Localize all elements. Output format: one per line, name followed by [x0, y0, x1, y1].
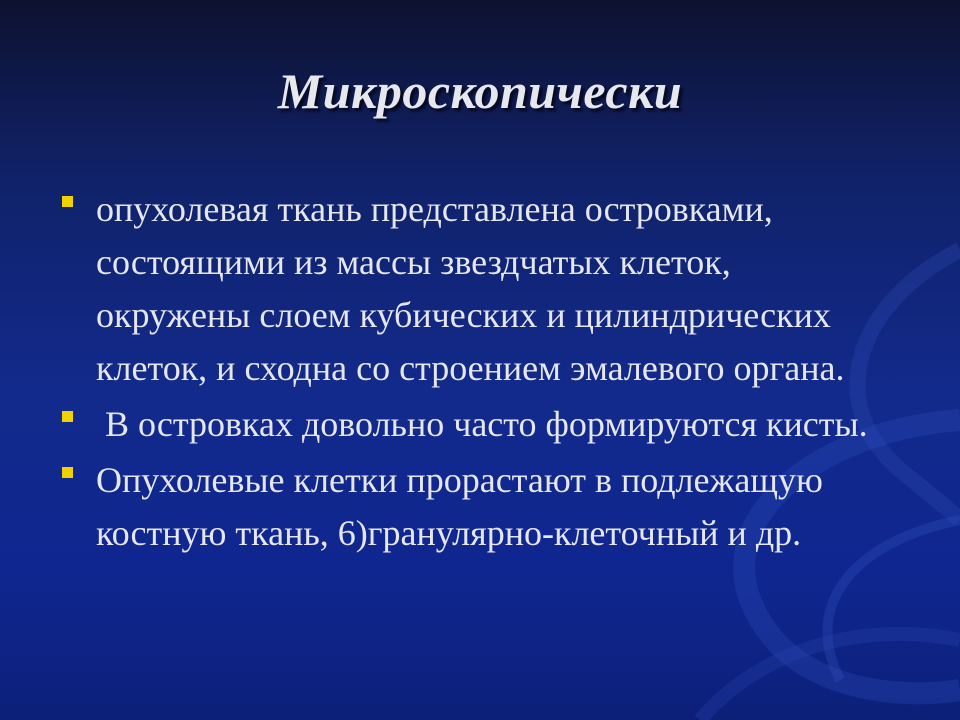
square-bullet-icon	[62, 411, 73, 422]
slide-title: Микроскопически	[277, 63, 683, 119]
bullet-text: В островках довольно часто формируются кисты.	[96, 404, 868, 444]
bullet-text: Опухолевые клетки прорастают в подлежащую костную ткань, 6)гранулярно-клеточный и др.	[96, 460, 823, 553]
bullet-item	[62, 183, 882, 395]
square-bullet-icon	[62, 196, 73, 207]
bullet-list	[62, 183, 882, 563]
square-bullet-icon	[62, 467, 73, 478]
bullet-item	[62, 454, 882, 560]
bullet-item	[62, 398, 882, 451]
bullet-text: опухолевая ткань представлена островками, состоящими из массы звездчатых клеток, окружены слоем кубических и цилиндрических клеток, и сходна со строением эмалевого органа.	[96, 189, 845, 388]
